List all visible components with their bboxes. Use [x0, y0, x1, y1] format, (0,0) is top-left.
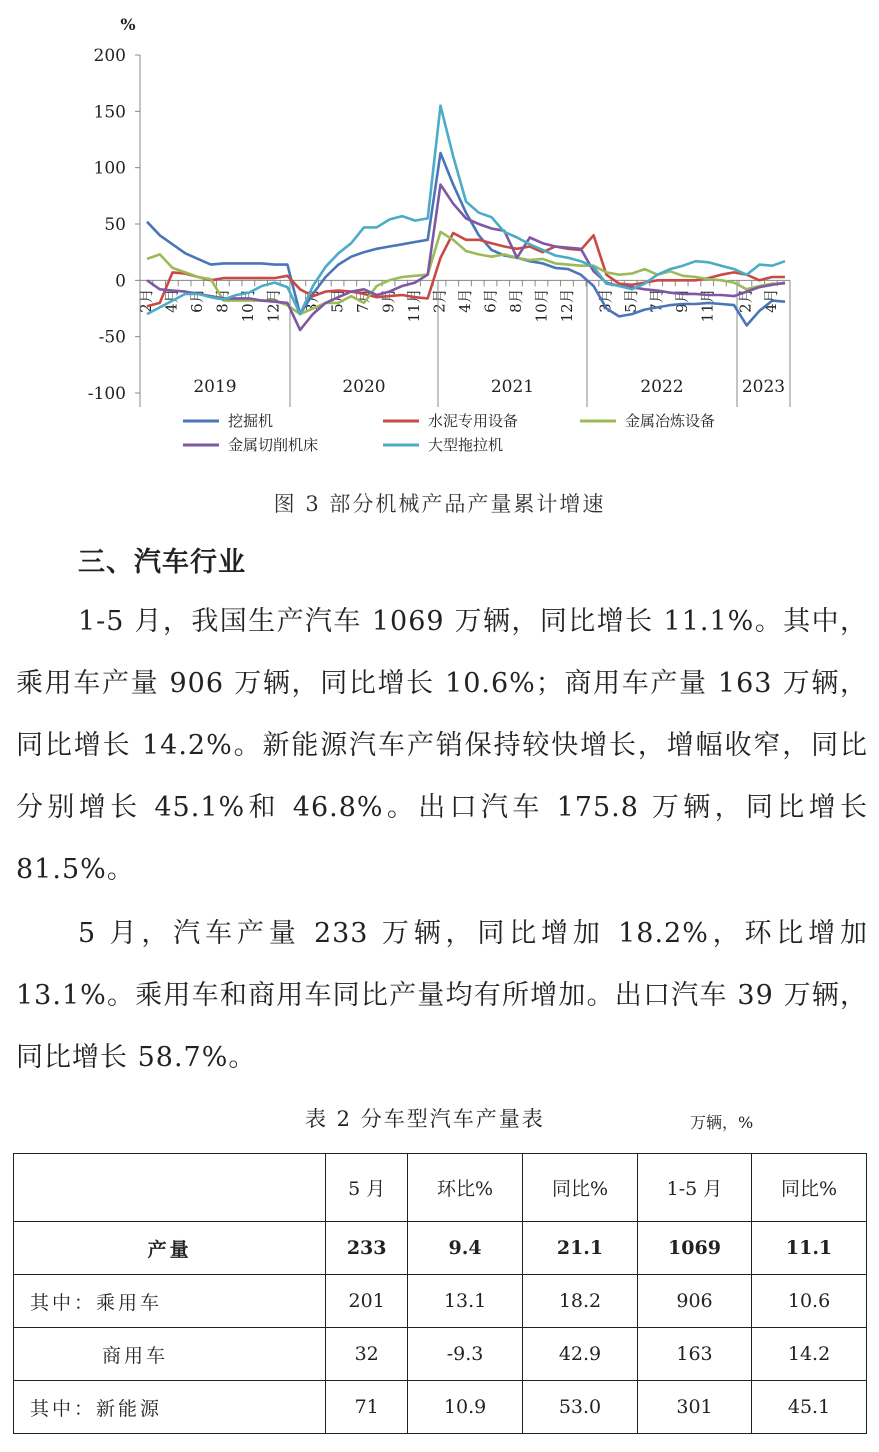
x-tick-label: 2月 [137, 288, 155, 313]
x-tick-label: 3月 [302, 288, 321, 313]
table-cell: 1069 [637, 1222, 751, 1275]
table-cell: 42.9 [523, 1328, 638, 1381]
figure-caption: 图 3 部分机械产品产量累计增速 [273, 492, 606, 516]
x-tick-label: 2月 [430, 288, 449, 313]
year-label: 2023 [741, 377, 786, 397]
table-cell: -9.3 [408, 1328, 523, 1381]
table-cell: 14.2 [752, 1328, 867, 1381]
table-row [14, 1275, 867, 1328]
year-label: 2020 [342, 377, 386, 397]
header-cell [14, 1154, 326, 1222]
table-row [14, 1381, 867, 1434]
x-tick-label: 2月 [736, 288, 755, 313]
table-cell: 201 [326, 1275, 408, 1328]
year-label: 2021 [490, 377, 535, 397]
legend-label: 水泥专用设备 [428, 412, 519, 430]
x-tick-label: 3月 [596, 288, 615, 313]
table-cell: 9.4 [408, 1222, 523, 1275]
header-cell: 同比% [523, 1154, 638, 1222]
x-tick-label: 8月 [507, 288, 526, 313]
x-tick-label: 11月 [404, 288, 423, 323]
x-tick-label: 7月 [353, 288, 372, 313]
table-cell: 32 [326, 1328, 408, 1381]
table-cell: 233 [326, 1222, 408, 1275]
y-tick-label: 100 [93, 158, 126, 179]
header-cell: 1-5 月 [637, 1154, 751, 1222]
x-tick-label: 10月 [532, 288, 551, 323]
year-label: 2022 [640, 377, 684, 397]
table-cell: 13.1 [408, 1275, 523, 1328]
paragraph-2: 5 月，汽车产量 233 万辆，同比增加 18.2%，环比增加 13.1%。乘用车和商用车同比产量均有所增加。出口汽车 39 万辆，同比增长 58.7%。 [16, 918, 868, 1073]
x-tick-label: 7月 [647, 288, 666, 313]
x-tick-label: 12月 [558, 288, 577, 323]
legend-label: 金属切削机床 [228, 436, 319, 454]
header-cell: 同比% [752, 1154, 867, 1222]
table-cell: 71 [326, 1381, 408, 1434]
y-tick-label: 200 [93, 46, 126, 66]
table-cell: 11.1 [752, 1222, 867, 1275]
x-tick-label: 9月 [379, 288, 398, 313]
line-chart [0, 0, 879, 470]
table-row [14, 1222, 867, 1275]
x-tick-label: 12月 [264, 288, 283, 323]
header-cell: 环比% [408, 1154, 523, 1222]
table-cell: 45.1 [752, 1381, 867, 1434]
table-cell: 163 [637, 1328, 751, 1381]
row-label: 产量 [14, 1222, 326, 1275]
row-label: 其中：乘用车 [14, 1275, 326, 1328]
y-tick-label: -100 [87, 384, 126, 404]
x-tick-label: 4月 [162, 288, 181, 313]
table-caption: 表 2 分车型汽车产量表 [305, 1107, 545, 1131]
year-label: 2019 [193, 377, 237, 397]
row-label: 其中：新能源 [14, 1381, 326, 1434]
y-tick-label: 50 [104, 215, 126, 235]
section-heading: 三、汽车行业 [78, 547, 246, 578]
y-tick-label: 0 [115, 271, 126, 292]
x-tick-label: 10月 [239, 288, 258, 323]
table-cell: 21.1 [523, 1222, 638, 1275]
x-tick-label: 6月 [481, 288, 500, 313]
table-unit: 万辆，% [690, 1113, 754, 1132]
paragraph-1: 1-5 月，我国生产汽车 1069 万辆，同比增长 11.1%。其中，乘用车产量 906 万辆，同比增长 10.6%；商用车产量 163 万辆，同比增长 14.2%。新能源汽车产销保持较快增长，增幅收窄，同比分别增长 45.1%和 46.8%。出口汽车 175.8 万辆，同比增长 81.5%。 [16, 606, 868, 885]
x-tick-label: 4月 [762, 288, 781, 313]
table-row [14, 1328, 867, 1381]
y-unit-label: % [120, 15, 136, 34]
x-tick-label: 4月 [456, 288, 474, 313]
table-cell: 10.6 [752, 1275, 867, 1328]
y-tick-label: 150 [93, 102, 126, 123]
x-tick-label: 9月 [672, 288, 691, 313]
x-tick-label: 5月 [621, 288, 640, 313]
figure-chart [0, 0, 879, 470]
legend-label: 金属冶炼设备 [625, 412, 716, 430]
table-header-row [14, 1154, 867, 1222]
y-tick-label: -50 [98, 327, 126, 348]
row-label: 商用车 [14, 1328, 326, 1381]
table-cell: 906 [637, 1275, 751, 1328]
header-cell: 5 月 [326, 1154, 408, 1222]
production-table [13, 1153, 867, 1434]
x-tick-label: 11月 [698, 288, 717, 323]
x-tick-label: 6月 [188, 288, 207, 313]
legend-label: 大型拖拉机 [428, 436, 504, 454]
table-cell: 10.9 [408, 1381, 523, 1434]
x-tick-label: 5月 [328, 288, 347, 313]
table-cell: 53.0 [523, 1381, 638, 1434]
table-cell: 301 [637, 1381, 751, 1434]
x-tick-label: 8月 [213, 288, 232, 313]
legend-label: 挖掘机 [228, 412, 274, 430]
table-cell: 18.2 [523, 1275, 638, 1328]
